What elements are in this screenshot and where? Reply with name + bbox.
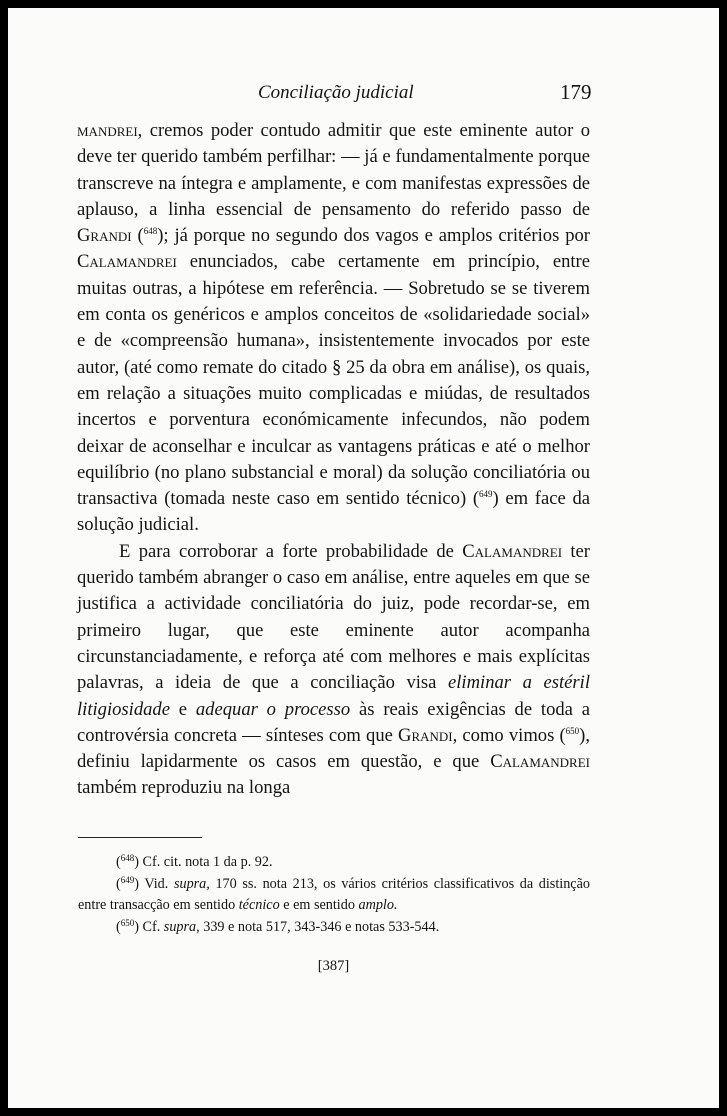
footnote-paren: ( [116, 918, 121, 935]
text-run: e [169, 698, 196, 720]
footnote-number: 649 [120, 874, 135, 885]
footnote-text: e em sentido [279, 897, 359, 913]
text-run: , cremos poder contudo admitir que este eminente autor o deve ter querido também perfilhar: — já e fundamentalmente porque transcreve na íntegra e amplamente, e com manifestas expressões de aplauso, a linha essencial de pensamento do referido passo de [77, 120, 590, 220]
italic-phrase: eliminar a estéril litigiosidade [77, 672, 590, 720]
book-page [8, 8, 719, 1108]
footnote-paren: ) [134, 854, 139, 870]
author-name: mandrei [77, 120, 138, 141]
footnotes [78, 852, 590, 938]
author-name: Grandi [77, 225, 132, 247]
footnote-paren: ) [134, 918, 139, 935]
footnote-649 [78, 874, 590, 917]
footnote-text: Cf. [138, 918, 164, 935]
footnote-number: 650 [120, 917, 135, 928]
footnote-italic: técnico [238, 897, 280, 913]
text-run: ), definiu lapidarmente os casos em questão, e que [77, 724, 590, 773]
paragraph-2 [77, 539, 590, 802]
author-name: Calamandrei [490, 751, 590, 773]
author-name: Calamandrei [462, 540, 563, 562]
footnote-paren: ( [116, 875, 121, 892]
footnote-reference: 649 [479, 489, 493, 500]
footnote-text: Cf. cit. nota 1 da p. 92. [138, 854, 273, 870]
text-run: , como vimos ( [452, 724, 566, 746]
footnote-reference: 648 [143, 226, 158, 237]
text-run: ter querido também abranger o caso em análise, entre aqueles em que se justifica a actividade conciliatória do juiz, pode recordar-se, em primeiro lugar, que este eminente autor acompanha circunstanciadamente, e reforça até com melhores e mais explícitas palavras, a ideia de que a conciliação visa [77, 540, 591, 694]
footnote-text: 170 ss. nota 213, os vários critérios classificativos da distinção entre transacção em sentido [78, 875, 590, 913]
text-run: E para corroborar a forte probabilidade de [119, 540, 463, 562]
footnote-divider [78, 837, 202, 838]
author-name: Grandi [398, 724, 453, 746]
author-name: Calamandrei [77, 251, 177, 273]
footnote-text: 339 e nota 517, 343-346 e notas 533-544. [199, 918, 440, 935]
running-head-title: Conciliação judicial [258, 82, 414, 103]
body-text [77, 118, 590, 802]
footnote-650 [78, 917, 590, 939]
text-run: ) em face da solução judicial. [77, 488, 590, 536]
text-run: ( [131, 225, 144, 247]
footnote-text: Vid. [138, 875, 174, 892]
page-number: 179 [560, 80, 592, 104]
footnote-paren: ( [116, 854, 121, 870]
text-run: também reproduziu na longa [77, 777, 291, 799]
footnote-italic: supra, [173, 875, 210, 892]
footnote-reference: 650 [565, 725, 580, 736]
footnote-number: 648 [120, 853, 135, 863]
italic-phrase: adequar o processo [195, 698, 351, 720]
footnote-648 [78, 852, 590, 874]
footnote-italic: amplo. [358, 897, 398, 913]
footnote-italic: supra, [163, 918, 200, 935]
text-run: enunciados, cabe certamente em princípio, entre muitas outras, a hipótese em referência. — Sobretudo se se tiverem em conta os genéricos e amplos conceitos de «solidariedade social» e de «compreensão humana», insistentemente invocados por este autor, (até como remate do citado § 25 da obra em análise), os quais, em relação a situações muito complicadas e miúdas, de resultados incertos e porventura económicamente infecundos, não podem deixar de aconselhar e inculcar as vantagens práticas e até o melhor equilíbrio (no plano substancial e moral) da solução conciliatória ou transactiva (tomada neste caso em sentido técnico) ( [77, 251, 590, 510]
footnote-paren: ) [134, 875, 139, 892]
text-run: ); já porque no segundo dos vagos e amplos critérios por [157, 225, 590, 247]
paragraph-1 [77, 118, 590, 539]
folio-number: [387] [317, 958, 350, 974]
text-run: às reais exigências de toda a controvérsia concreta — sínteses com que [77, 698, 590, 746]
